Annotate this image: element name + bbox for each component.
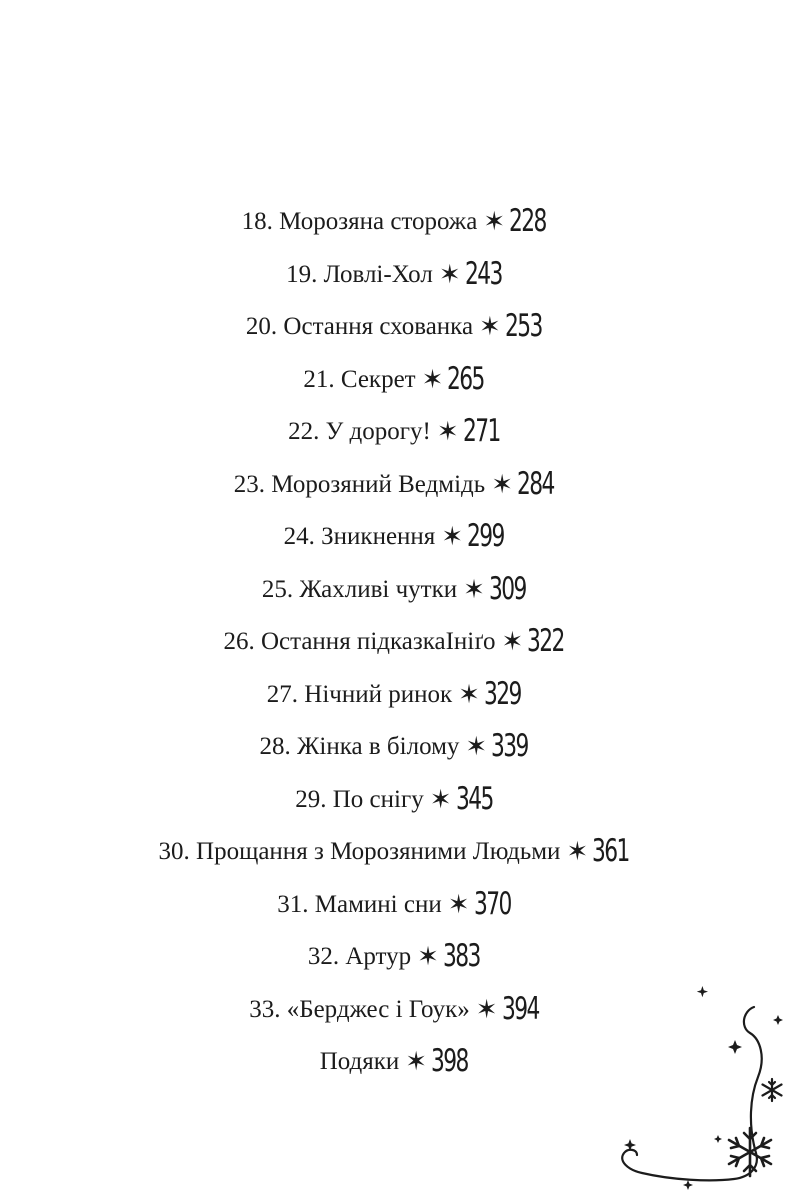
toc-entry-title: 19. Ловлі-Хол (286, 260, 433, 288)
star-icon: ✶ (436, 417, 459, 446)
star-icon: ✶ (429, 784, 452, 814)
toc-entry-page: 345 (455, 780, 493, 817)
toc-entry-title: 18. Морозяна сторожа (241, 208, 478, 235)
toc-entry-page: 322 (527, 623, 565, 659)
toc-entry-page: 383 (442, 938, 480, 974)
toc-entry-title: 33. «Берджес і Гоук» (249, 995, 470, 1023)
toc-entry[interactable] (0, 928, 786, 981)
sparkle-icon (624, 1139, 636, 1151)
star-icon: ✶ (479, 312, 501, 341)
sparkle-icon (697, 986, 708, 997)
star-icon: ✶ (491, 469, 513, 499)
toc-entry-title: 25. Жахливі чутки (261, 575, 458, 603)
snowflake-icon (763, 1079, 782, 1101)
toc-entry-page: 228 (509, 203, 546, 239)
toc-entry-page: 309 (488, 570, 526, 607)
toc-entry-page: 394 (501, 990, 539, 1027)
toc-entry-page: 299 (467, 518, 504, 554)
star-icon: ✶ (447, 889, 470, 919)
star-icon: ✶ (483, 207, 506, 236)
toc-entry-title: 28. Жінка в білому (259, 733, 460, 760)
star-icon: ✶ (465, 732, 488, 761)
toc-entry-page: 398 (431, 1043, 468, 1079)
table-of-contents (0, 193, 786, 1086)
star-icon: ✶ (566, 837, 589, 866)
toc-entry-title: 31. Мамині сни (277, 890, 442, 918)
toc-entry[interactable] (0, 298, 786, 351)
toc-entry-title: Подяки (319, 1048, 400, 1075)
toc-entry-title: 23. Морозяний Ведмідь (233, 470, 486, 498)
toc-entry[interactable] (0, 666, 786, 719)
star-icon: ✶ (417, 942, 439, 971)
toc-entry-title: 21. Секрет (303, 365, 416, 393)
toc-entry-title: 20. Остання схованка (245, 313, 474, 340)
star-icon: ✶ (441, 522, 464, 551)
toc-entry-title: 26. Остання підказкаІніґо (223, 628, 496, 655)
toc-entry-page: 339 (491, 728, 529, 764)
star-icon: ✶ (463, 574, 485, 604)
toc-entry-page: 243 (464, 255, 502, 292)
snowflake-decoration (600, 985, 786, 1200)
toc-entry-page: 253 (504, 308, 542, 344)
toc-entry[interactable] (0, 823, 786, 876)
sparkle-icon (683, 1180, 693, 1190)
toc-entry[interactable] (0, 613, 786, 666)
star-icon: ✶ (438, 259, 461, 289)
toc-entry-page: 265 (447, 360, 485, 397)
toc-entry-title: 27. Нічний ринок (266, 680, 453, 708)
toc-entry-page: 329 (483, 675, 521, 712)
star-icon: ✶ (458, 679, 480, 709)
toc-entry[interactable] (0, 508, 786, 561)
toc-entry-page: 284 (516, 465, 554, 502)
toc-entry-page: 361 (592, 833, 630, 869)
toc-entry[interactable] (0, 718, 786, 771)
star-icon: ✶ (501, 627, 524, 656)
toc-entry[interactable] (0, 561, 786, 614)
toc-entry-page: 370 (473, 885, 511, 922)
toc-entry-title: 22. У дорогу! (288, 418, 431, 445)
star-icon: ✶ (421, 364, 444, 394)
sparkle-icon (773, 1015, 783, 1025)
toc-entry[interactable] (0, 193, 786, 246)
snowflake-icon (729, 1128, 771, 1176)
sparkle-icon (714, 1135, 722, 1143)
toc-entry-title: 32. Артур (307, 943, 412, 970)
toc-entry-title: 30. Прощання з Морозяними Людьми (158, 838, 561, 865)
toc-entry[interactable] (0, 246, 786, 299)
toc-entry[interactable] (0, 456, 786, 509)
star-icon: ✶ (475, 994, 498, 1024)
swirl-icon (622, 1007, 761, 1180)
toc-entry-title: 24. Зникнення (283, 523, 436, 550)
toc-entry-title: 29. По снігу (295, 785, 424, 813)
toc-entry[interactable] (0, 876, 786, 929)
sparkle-icon (728, 1040, 742, 1054)
toc-entry[interactable] (0, 351, 786, 404)
toc-entry[interactable] (0, 771, 786, 824)
toc-entry-page: 271 (462, 413, 500, 449)
toc-entry[interactable] (0, 403, 786, 456)
star-icon: ✶ (405, 1047, 428, 1076)
